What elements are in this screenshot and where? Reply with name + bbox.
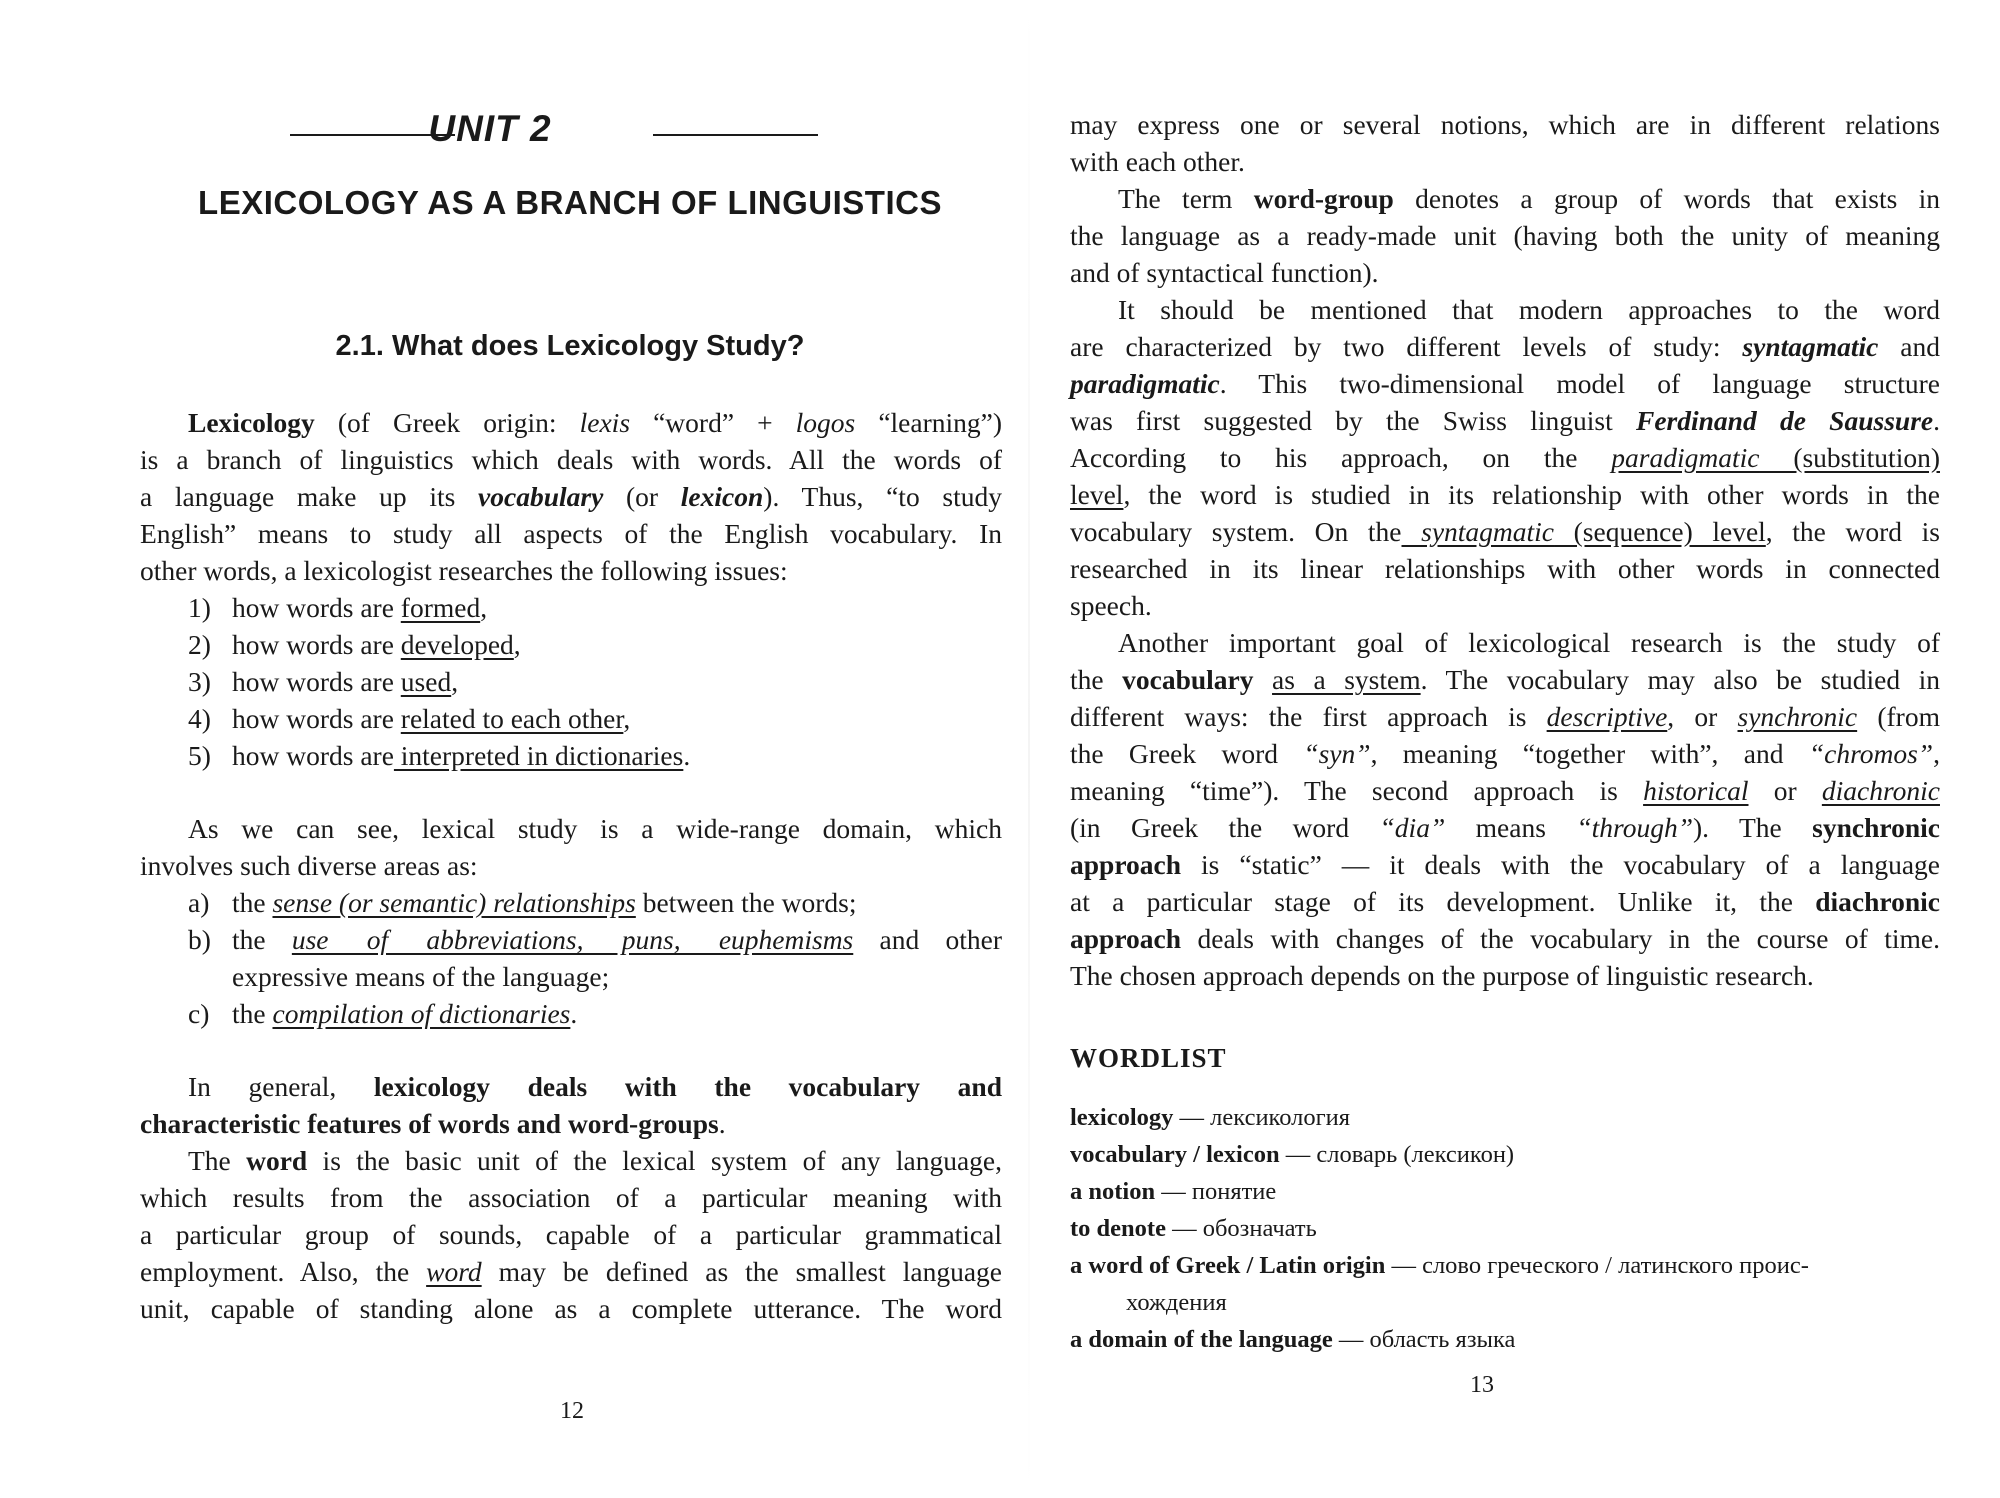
text-span: . [1933, 405, 1940, 436]
text-span: (or [603, 481, 681, 512]
issues-list [140, 589, 1002, 774]
wordlist-term: a domain of the language [1070, 1326, 1333, 1353]
term-word-group: word-group [1253, 183, 1394, 214]
list-item [140, 663, 1002, 700]
text-line [140, 478, 1002, 515]
text-line: researched in its linear relationships with other words in connected [1070, 553, 1940, 584]
wordlist-translation: лексикология [1210, 1104, 1351, 1131]
text-span: are characterized by two different levels of study: [1070, 331, 1743, 362]
text-span: the [1070, 664, 1123, 695]
text-span: is “static” — it deals with the vocabulary of a language [1181, 849, 1940, 880]
list-marker: 2) [188, 629, 211, 660]
text-span: how words are [232, 629, 401, 660]
underlined-term: interpreted in dictionaries [393, 740, 684, 771]
page-number: 12 [560, 1398, 584, 1424]
text-span: , [1933, 738, 1940, 769]
text-span: and [1878, 331, 1940, 362]
text-line: unit, capable of standing alone as a complete utterance. The word [140, 1293, 1002, 1324]
text-span: ). Thus, “to study [763, 481, 1002, 512]
text-span: employment. Also, the [140, 1256, 427, 1287]
text-span: ). The [1693, 812, 1813, 843]
underlined-term: word [426, 1256, 482, 1287]
term-lexicon: lexicon [680, 481, 764, 512]
text-line: As we can see, lexical study is a wide-range domain, which [188, 813, 1002, 844]
term-approach: approach [1070, 849, 1182, 880]
underlined-term: (sequence) level [1554, 516, 1766, 547]
wordlist-term: lexicology [1070, 1104, 1174, 1131]
text-line: the language as a ready-made unit (having both the unity of meaning [1070, 220, 1940, 251]
paragraph-continuation [1070, 106, 1940, 180]
text-span: — [1279, 1141, 1317, 1168]
text-line [1070, 439, 1940, 476]
underlined-term: historical [1643, 775, 1749, 806]
text-span: was first suggested by the Swiss linguist [1070, 405, 1636, 436]
list-item [140, 700, 1002, 737]
term-syntagmatic: syntagmatic [1742, 331, 1879, 362]
text-span: , [451, 666, 459, 697]
text-span: the [232, 924, 292, 955]
term-dia: “dia” [1379, 812, 1446, 843]
text-line [1070, 661, 1940, 698]
text-span: the [232, 998, 273, 1029]
wordlist-translation: словарь (лексикон) [1316, 1141, 1515, 1168]
text-span: denotes a group of words that exists in [1393, 183, 1940, 214]
paragraph-lexical-study [140, 810, 1002, 884]
list-marker: b) [188, 924, 211, 955]
text-line [1070, 846, 1940, 883]
list-marker: c) [188, 998, 210, 1029]
left-body [140, 404, 1002, 1327]
term-word: word [246, 1145, 308, 1176]
paragraph-approaches [1070, 291, 1940, 624]
wordlist-entry [1070, 1136, 1940, 1173]
text-span: — [1173, 1104, 1211, 1131]
wordlist-term: to denote [1070, 1215, 1166, 1242]
text-line: is a branch of linguistics which deals with words. All the words of [140, 444, 1002, 475]
text-span: — [1165, 1215, 1203, 1242]
underlined-term: diachronic [1821, 775, 1940, 806]
text-span: means [1445, 812, 1577, 843]
text-span: According to his approach, on the [1070, 442, 1612, 473]
text-span: The [188, 1145, 247, 1176]
bold-text: lexicology deals with the vocabulary and [373, 1071, 1002, 1102]
term-lexis: lexis [579, 407, 631, 438]
underlined-term: as a system [1272, 664, 1421, 695]
text-span: different ways: the first approach is [1070, 701, 1547, 732]
text-line: with each other. [1070, 146, 1245, 177]
right-page [1030, 0, 2000, 1498]
text-line: other words, a lexicologist researches the following issues: [140, 555, 788, 586]
text-line [1070, 180, 1940, 217]
underlined-term: used [400, 666, 452, 697]
text-span: , the word is studied in its relationship with other words in the [1123, 479, 1940, 510]
term-paradigmatic: paradigmatic [1070, 368, 1220, 399]
wordlist-term: a word of Greek / Latin origin [1070, 1252, 1386, 1279]
term-through: “through” [1576, 812, 1694, 843]
wordlist-entry [1070, 1210, 1940, 1247]
text-line [140, 404, 1002, 441]
text-span [1254, 664, 1273, 695]
text-line [1070, 809, 1940, 846]
list-marker: 3) [188, 666, 211, 697]
text-span: . This two-dimensional model of language structure [1219, 368, 1940, 399]
wordlist-entry [1070, 1321, 1940, 1358]
underlined-term: level [1070, 479, 1124, 510]
list-item [140, 626, 1002, 663]
text-line [140, 1105, 1002, 1142]
paragraph-lexicology-definition [140, 404, 1002, 589]
text-line [1070, 328, 1940, 365]
text-line: involves such diverse areas as: [140, 850, 478, 881]
text-line [1070, 883, 1940, 920]
term-vocabulary: vocabulary [478, 481, 604, 512]
text-span: at a particular stage of its development. Unlike it, the [1070, 886, 1816, 917]
text-span: meaning “time”). The second approach is [1070, 775, 1644, 806]
text-span: “word” + [630, 407, 796, 438]
text-line: speech. [1070, 590, 1152, 621]
wordlist [1070, 1099, 1940, 1358]
text-span: is the basic unit of the lexical system of any language, [307, 1145, 1002, 1176]
underlined-term: paradigmatic [1611, 442, 1760, 473]
wordlist-term: vocabulary / lexicon [1070, 1141, 1280, 1168]
text-span: how words are [232, 592, 401, 623]
spacer [140, 774, 1002, 810]
text-span: a language make up its [140, 481, 479, 512]
text-span: how words are [232, 703, 401, 734]
wordlist-entry [1070, 1173, 1940, 1210]
wordlist-translation: понятие [1191, 1178, 1277, 1205]
term-logos: logos [795, 407, 856, 438]
text-line [1070, 513, 1940, 550]
text-span: , [480, 592, 488, 623]
text-line: The chosen approach depends on the purpose of linguistic research. [1070, 960, 1814, 991]
wordlist-entry [1070, 1099, 1940, 1136]
text-line: may express one or several notions, which are in different relations [1070, 109, 1940, 140]
text-span: . [570, 998, 578, 1029]
unit-title: UNIT 2 [428, 108, 552, 149]
text-line [1070, 476, 1940, 513]
text-span: (of Greek origin: [314, 407, 580, 438]
bold-text: characteristic features of words and word-groups [140, 1108, 719, 1139]
text-span: deals with changes of the vocabulary in the course of time. [1181, 923, 1940, 954]
text-span: — [1155, 1178, 1192, 1205]
list-marker: 1) [188, 592, 211, 623]
spacer [140, 1032, 1002, 1068]
wordlist-translation: область языка [1369, 1326, 1516, 1353]
text-span: (from [1857, 701, 1940, 732]
text-span: . [718, 1108, 726, 1139]
underlined-term: use of abbreviations, puns, euphemisms [291, 924, 854, 955]
text-line [140, 1068, 1002, 1105]
text-line: and of syntactical function). [1070, 257, 1379, 288]
list-marker: 4) [188, 703, 211, 734]
underlined-term: descriptive [1546, 701, 1668, 732]
text-span: how words are [232, 740, 394, 771]
underlined-term: compilation of dictionaries [272, 998, 571, 1029]
paragraph-vocabulary-system [1070, 624, 1940, 994]
wordlist-title: WORDLIST [1070, 1043, 1227, 1073]
areas-list [140, 884, 1002, 1032]
text-span: or [1748, 775, 1822, 806]
wordlist-translation-continued: хождения [1126, 1289, 1227, 1316]
text-span: may be defined as the smallest language [481, 1256, 1002, 1287]
text-span: between the words; [635, 887, 857, 918]
paragraph-word-definition [140, 1142, 1002, 1327]
term-approach: approach [1070, 923, 1182, 954]
text-line [1070, 402, 1940, 439]
text-span: , the word is [1765, 516, 1940, 547]
unit-heading [140, 108, 840, 168]
text-line: which results from the association of a particular meaning with [140, 1182, 1002, 1213]
underlined-term: related to each other [400, 703, 624, 734]
text-line [232, 921, 1002, 958]
right-body [1070, 106, 1940, 1358]
underlined-term: developed [400, 629, 514, 660]
text-line: a particular group of sounds, capable of a particular grammatical [140, 1219, 1002, 1250]
text-line: English” means to study all aspects of the English vocabulary. In [140, 518, 1002, 549]
page-number: 13 [1470, 1372, 1494, 1398]
text-line: Another important goal of lexicological research is the study of [1118, 627, 1940, 658]
text-span: , or [1667, 701, 1738, 732]
term-diachronic: diachronic [1815, 886, 1940, 917]
text-span: . [683, 740, 691, 771]
section-title: 2.1. What does Lexicology Study? [335, 330, 805, 362]
text-line [1070, 920, 1940, 957]
wordlist-term: a notion [1070, 1178, 1156, 1205]
text-span: and other [853, 924, 1002, 955]
list-marker: 5) [188, 740, 211, 771]
text-span: , meaning “together with”, and [1370, 738, 1809, 769]
list-item [140, 737, 1002, 774]
text-span: The term [1118, 183, 1254, 214]
underlined-term: (substitution) [1759, 442, 1940, 473]
text-line [140, 1142, 1002, 1179]
text-span: how words are [232, 666, 401, 697]
text-span: vocabulary system. On the [1070, 516, 1402, 547]
underlined-term: syntagmatic [1401, 516, 1555, 547]
underlined-term: synchronic [1737, 701, 1858, 732]
unit-rule-right [653, 134, 818, 136]
list-item [140, 921, 1002, 995]
text-span: (in Greek the word [1070, 812, 1380, 843]
text-line: It should be mentioned that modern approaches to the word [1118, 294, 1940, 325]
text-line [1070, 735, 1940, 772]
term-synchronic: synchronic [1812, 812, 1940, 843]
text-line [140, 1253, 1002, 1290]
text-line [1070, 698, 1940, 735]
underlined-term: sense (or semantic) relationships [272, 887, 636, 918]
list-marker: a) [188, 887, 210, 918]
term-chromos: “chromos” [1808, 738, 1934, 769]
text-span: the Greek word [1070, 738, 1304, 769]
text-span: , [513, 629, 521, 660]
wordlist-entry [1070, 1247, 1940, 1321]
term-lexicology: Lexicology [188, 407, 315, 438]
text-span: the [232, 887, 273, 918]
text-span: — [1385, 1252, 1423, 1279]
list-item [140, 884, 1002, 921]
wordlist-translation: слово греческого / латинского проис- [1422, 1252, 1809, 1279]
text-span: In general, [188, 1071, 374, 1102]
text-line: expressive means of the language; [232, 961, 610, 992]
paragraph-in-general [140, 1068, 1002, 1142]
term-saussure: Ferdinand de Saussure [1636, 405, 1934, 436]
text-span: — [1332, 1326, 1370, 1353]
term-syn: “syn” [1303, 738, 1371, 769]
text-line [1070, 772, 1940, 809]
paragraph-word-group [1070, 180, 1940, 291]
text-span: . The vocabulary may also be studied in [1420, 664, 1940, 695]
wordlist-translation: обозначать [1202, 1215, 1317, 1242]
text-span: , [623, 703, 631, 734]
text-span: “learning”) [855, 407, 1002, 438]
text-line [1070, 365, 1940, 402]
list-item [140, 995, 1002, 1032]
term-vocabulary: vocabulary [1122, 664, 1254, 695]
list-item [140, 589, 1002, 626]
underlined-term: formed [400, 592, 481, 623]
chapter-title: LEXICOLOGY AS A BRANCH OF LINGUISTICS [198, 184, 942, 221]
